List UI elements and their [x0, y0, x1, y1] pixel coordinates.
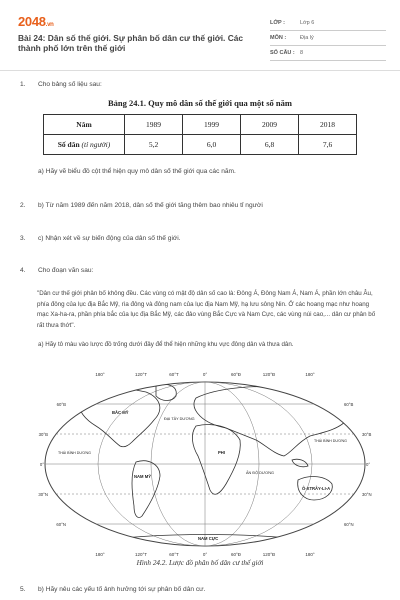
table-row: Số dân (tỉ người) 5,2 6,0 6,8 7,6 [44, 135, 357, 155]
svg-text:60°T: 60°T [169, 372, 179, 377]
svg-text:60°B: 60°B [344, 402, 354, 407]
svg-text:120°T: 120°T [134, 552, 148, 557]
svg-text:180°: 180° [305, 552, 315, 557]
table-title: Bảng 24.1. Quy mô dân số thế giới qua một số năm [108, 98, 292, 108]
population-table [43, 114, 357, 155]
meta-box [270, 16, 386, 61]
svg-text:60°B: 60°B [56, 402, 66, 407]
svg-text:60°N: 60°N [56, 522, 66, 527]
world-map [36, 370, 374, 558]
label-bac-my: BẮC MỸ [112, 410, 129, 415]
label-tbd-right: THÁI BÌNH DƯƠNG [314, 439, 347, 443]
svg-text:120°T: 120°T [134, 372, 148, 377]
quote-paragraph: "Dân cư thế giới phân bố không đều. Các vùng có mật độ dân số cao là: Đông Á, Đông Nam Á, Nam Á, phần lớn châu Âu, phía đông của lục địa Bắc Mỹ, rìa đông và đông nam của lục địa Nam Mỹ, hạ lưu sông Nin. Ở các hoang mạc như hoang mạc Xa-ha-ra, phần phía bắc của lục địa Bắc Mỹ, các đảo vùng Bắc Cực và Nam Cực, các vùng núi cao,... dân cư phân bố rất thưa thớt". [37, 290, 376, 329]
table-row: Năm 1989 1999 2009 2018 [44, 115, 357, 135]
label-an-do-duong: ẤN ĐỘ DƯƠNG [246, 471, 275, 475]
svg-text:0°: 0° [202, 552, 208, 557]
svg-text:30°N: 30°N [362, 492, 372, 497]
bottom-ticks [95, 552, 315, 557]
svg-text:30°N: 30°N [38, 492, 48, 497]
site-logo[interactable]: 2048.vn [18, 14, 54, 29]
question-1a: a) Hãy vẽ biểu đồ cột thể hiện quy mô dân số thế giới qua các năm. [38, 168, 236, 175]
svg-text:60°T: 60°T [169, 552, 179, 557]
label-tbd-left: THÁI BÌNH DƯƠNG [58, 451, 91, 455]
label-dai-tay-duong: ĐẠI TÂY DƯƠNG [164, 417, 195, 421]
svg-text:60°Đ: 60°Đ [230, 552, 242, 557]
svg-text:30°B: 30°B [38, 432, 48, 437]
label-phi: PHI [218, 450, 225, 455]
svg-text:60°Đ: 60°Đ [230, 372, 242, 377]
worksheet-header [18, 14, 384, 62]
label-nam-my: NAM MỸ [134, 474, 151, 479]
svg-text:120°Đ: 120°Đ [262, 552, 276, 557]
svg-text:180°: 180° [95, 372, 105, 377]
svg-text:0°: 0° [39, 462, 44, 467]
header-divider [0, 70, 400, 71]
meta-count-row: SỐ CÂU : 8 [270, 46, 386, 61]
svg-text:60°N: 60°N [344, 522, 354, 527]
svg-text:0°: 0° [366, 462, 371, 467]
question-4a: a) Hãy tô màu vào lược đồ trống dưới đây để thể hiện những khu vực đông dân và thưa dân. [38, 341, 294, 348]
svg-text:180°: 180° [95, 552, 105, 557]
meta-subject-row: MÔN : Địa lý [270, 31, 386, 46]
svg-text:30°B: 30°B [362, 432, 372, 437]
graticule [36, 380, 374, 548]
svg-text:0°: 0° [202, 372, 208, 377]
svg-text:180°: 180° [305, 372, 315, 377]
label-nam-cuc: NAM CỰC [198, 536, 219, 541]
meta-class-row: LỚP : Lớp 6 [270, 16, 386, 31]
map-caption: Hình 24.2. Lược đồ phân bố dân cư thế giới [136, 559, 264, 567]
lesson-title: Bài 24: Dân số thế giới. Sự phân bố dân cư thế giới. Các thành phố lớn trên thế giới [18, 33, 244, 53]
label-o-xtray-lia: Ô-XTRÂY-LI-A [302, 486, 331, 491]
top-ticks [95, 372, 315, 377]
svg-text:120°Đ: 120°Đ [262, 372, 276, 377]
world-map-svg [36, 370, 374, 558]
